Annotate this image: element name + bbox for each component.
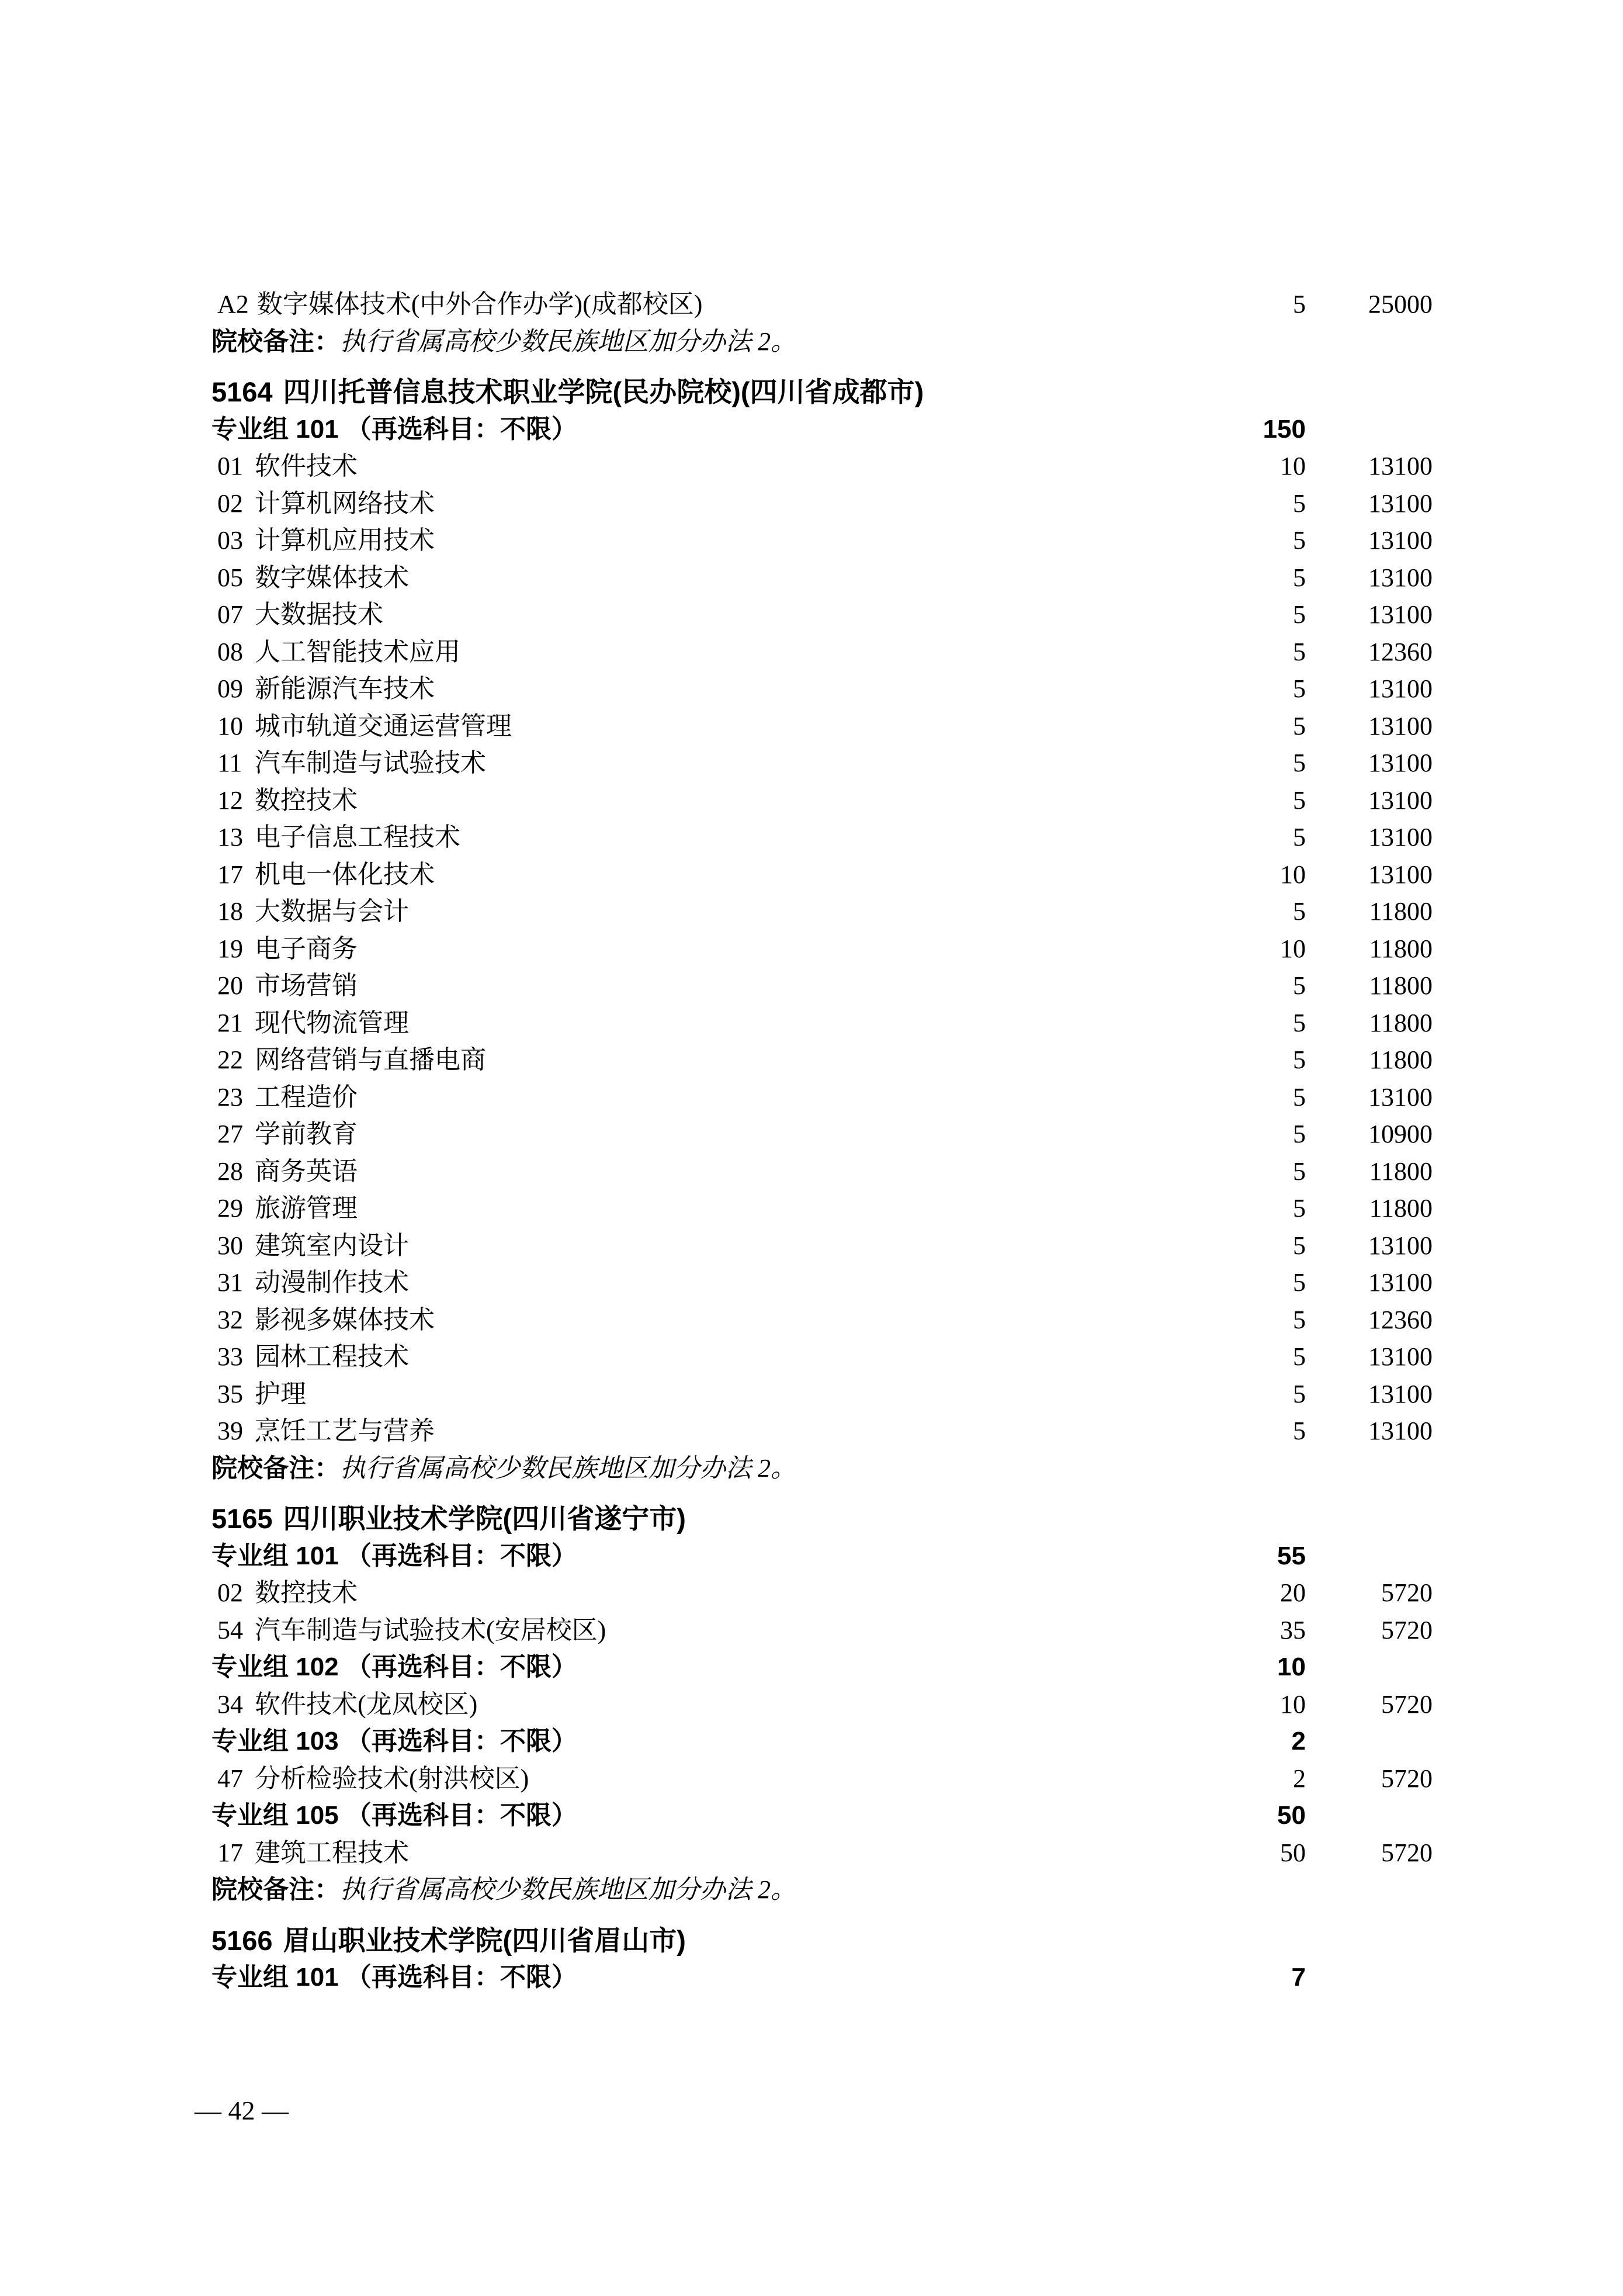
group-label: 专业组 105 （再选科目：不限） — [211, 1801, 577, 1830]
tuition-fee: 13100 — [1368, 749, 1433, 777]
remark-row — [0, 1450, 1623, 1487]
tuition-fee: 12360 — [1368, 637, 1433, 666]
program-row — [0, 485, 1623, 522]
program-name: 建筑室内设计 — [255, 1231, 409, 1260]
tuition-fee: 11800 — [1369, 1156, 1433, 1186]
plan-count: 10 — [1280, 860, 1306, 889]
school-name: 四川职业技术学院(四川省遂宁市) — [283, 1503, 686, 1534]
plan-count: 10 — [1280, 452, 1306, 480]
tuition-fee: 13100 — [1368, 674, 1433, 703]
plan-count: 5 — [1293, 897, 1306, 926]
tuition-fee: 10900 — [1368, 1120, 1433, 1148]
program-name: 数字媒体技术(中外合作办学)(成都校区) — [256, 290, 703, 318]
tuition-fee: 13100 — [1368, 785, 1433, 815]
program-code: 33 — [217, 1342, 243, 1371]
school-row — [0, 373, 1623, 411]
program-name: 新能源汽车技术 — [255, 674, 435, 703]
program-code: 18 — [217, 897, 243, 926]
tuition-fee: 5720 — [1381, 1838, 1433, 1867]
group-row — [0, 1723, 1623, 1760]
program-row — [0, 448, 1623, 485]
program-code: 39 — [217, 1417, 243, 1445]
group-plan-count: 2 — [1291, 1727, 1306, 1755]
program-code: 17 — [217, 860, 243, 889]
program-name: 计算机应用技术 — [255, 526, 435, 555]
program-name: 动漫制作技术 — [255, 1268, 409, 1297]
program-row — [0, 633, 1623, 671]
tuition-fee: 13100 — [1368, 600, 1433, 629]
group-label: 专业组 101 （再选科目：不限） — [211, 414, 577, 444]
tuition-fee: 11800 — [1369, 897, 1433, 926]
program-row — [0, 1005, 1623, 1042]
plan-count: 10 — [1280, 934, 1306, 963]
tuition-fee: 11800 — [1369, 1194, 1433, 1223]
plan-count: 5 — [1293, 674, 1306, 703]
program-name: 工程造价 — [255, 1082, 358, 1111]
school-code: 5166 — [211, 1924, 273, 1956]
group-plan-count: 10 — [1277, 1653, 1306, 1681]
program-name: 数控技术 — [255, 785, 358, 815]
plan-count: 5 — [1293, 1268, 1306, 1297]
plan-count: 5 — [1293, 1045, 1306, 1074]
plan-count: 5 — [1293, 749, 1306, 777]
program-row — [0, 819, 1623, 856]
program-name: 数字媒体技术 — [255, 563, 409, 592]
plan-count: 5 — [1293, 1156, 1306, 1186]
program-code: 30 — [217, 1231, 243, 1260]
tuition-fee: 5720 — [1381, 1689, 1433, 1719]
program-code: 34 — [217, 1689, 243, 1719]
plan-count: 10 — [1280, 1689, 1306, 1719]
remark-row — [0, 323, 1623, 361]
group-label: 专业组 101 （再选科目：不限） — [211, 1541, 577, 1570]
plan-count: 5 — [1293, 711, 1306, 740]
program-code: 07 — [217, 600, 243, 629]
plan-count: 50 — [1280, 1838, 1306, 1867]
program-row — [0, 1686, 1623, 1723]
program-code: 47 — [217, 1764, 243, 1793]
program-row — [0, 1079, 1623, 1116]
program-name: 影视多媒体技术 — [255, 1305, 435, 1334]
program-row — [0, 1264, 1623, 1301]
tuition-fee: 25000 — [1368, 290, 1433, 318]
program-name: 分析检验技术(射洪校区) — [255, 1764, 529, 1793]
program-name: 人工智能技术应用 — [255, 637, 460, 666]
program-code: 13 — [217, 823, 243, 851]
plan-count: 5 — [1293, 1379, 1306, 1408]
plan-count: 5 — [1293, 1082, 1306, 1111]
tuition-fee: 11800 — [1369, 934, 1433, 963]
tuition-fee: 5720 — [1381, 1615, 1433, 1644]
program-name: 园林工程技术 — [255, 1342, 409, 1371]
program-code: 03 — [217, 526, 243, 555]
program-row — [0, 596, 1623, 633]
program-name: 现代物流管理 — [255, 1008, 409, 1037]
program-name: 计算机网络技术 — [255, 489, 435, 518]
program-row — [0, 522, 1623, 559]
plan-count: 5 — [1293, 1342, 1306, 1371]
plan-count: 5 — [1293, 1305, 1306, 1334]
tuition-fee: 11800 — [1369, 1008, 1433, 1037]
program-name: 软件技术(龙凤校区) — [255, 1689, 478, 1719]
group-plan-count: 150 — [1263, 414, 1306, 444]
plan-count: 20 — [1280, 1578, 1306, 1607]
program-name: 大数据技术 — [255, 600, 383, 629]
school-name: 眉山职业技术学院(四川省眉山市) — [283, 1924, 686, 1956]
program-code: 01 — [217, 452, 243, 480]
program-code: 08 — [217, 637, 243, 666]
program-code: 21 — [217, 1008, 243, 1037]
program-row — [0, 1412, 1623, 1450]
tuition-fee: 13100 — [1368, 489, 1433, 518]
tuition-fee: 13100 — [1368, 860, 1433, 889]
program-code: 29 — [217, 1194, 243, 1223]
program-code: 32 — [217, 1305, 243, 1334]
admission-plan-table — [0, 286, 1623, 1996]
tuition-fee: 13100 — [1368, 563, 1433, 592]
tuition-fee: 13100 — [1368, 1268, 1433, 1297]
page-number: — 42 — — [195, 2096, 289, 2125]
tuition-fee: 12360 — [1368, 1305, 1433, 1334]
program-code: 10 — [217, 711, 243, 740]
plan-count: 5 — [1293, 1194, 1306, 1223]
program-row — [0, 1116, 1623, 1153]
program-name: 网络营销与直播电商 — [255, 1045, 486, 1074]
program-name: 建筑工程技术 — [255, 1838, 409, 1867]
tuition-fee: 5720 — [1381, 1764, 1433, 1793]
page-footer — [195, 2095, 289, 2126]
group-plan-count: 7 — [1291, 1963, 1306, 1992]
plan-count: 5 — [1293, 290, 1306, 318]
tuition-fee: 13100 — [1368, 1082, 1433, 1111]
program-name: 大数据与会计 — [255, 897, 409, 926]
group-plan-count: 55 — [1277, 1541, 1306, 1570]
group-row — [0, 1797, 1623, 1834]
group-plan-count: 50 — [1277, 1801, 1306, 1830]
plan-count: 5 — [1293, 785, 1306, 815]
school-name: 四川托普信息技术职业学院(民办院校)(四川省成都市) — [283, 376, 924, 407]
group-label: 专业组 101 （再选科目：不限） — [211, 1963, 577, 1992]
remark-text: 执行省属高校少数民族地区加分办法 2。 — [340, 1453, 796, 1483]
tuition-fee: 13100 — [1368, 452, 1433, 480]
remark-label: 院校备注： — [211, 1875, 340, 1904]
program-code: 02 — [217, 489, 243, 518]
plan-count: 5 — [1293, 1008, 1306, 1037]
plan-count: 5 — [1293, 823, 1306, 851]
tuition-fee: 13100 — [1368, 1417, 1433, 1445]
program-code: 02 — [217, 1578, 243, 1607]
program-code: 28 — [217, 1156, 243, 1186]
program-code: 54 — [217, 1615, 243, 1644]
tuition-fee: 13100 — [1368, 526, 1433, 555]
plan-count: 5 — [1293, 600, 1306, 629]
school-code: 5164 — [211, 376, 273, 407]
program-code: 05 — [217, 563, 243, 592]
plan-count: 5 — [1293, 489, 1306, 518]
remark-text: 执行省属高校少数民族地区加分办法 2。 — [340, 327, 796, 356]
program-code: 23 — [217, 1082, 243, 1111]
program-row — [0, 670, 1623, 708]
program-row — [0, 1338, 1623, 1376]
tuition-fee: 13100 — [1368, 823, 1433, 851]
program-name: 城市轨道交通运营管理 — [255, 711, 512, 740]
program-name: 汽车制造与试验技术(安居校区) — [255, 1615, 606, 1644]
group-label: 专业组 103 （再选科目：不限） — [211, 1727, 577, 1755]
tuition-fee: 13100 — [1368, 711, 1433, 740]
program-code: A2 — [217, 290, 249, 318]
plan-count: 35 — [1280, 1615, 1306, 1644]
plan-count: 5 — [1293, 637, 1306, 666]
program-row — [0, 893, 1623, 930]
program-code: 09 — [217, 674, 243, 703]
plan-count: 5 — [1293, 526, 1306, 555]
program-name: 烹饪工艺与营养 — [255, 1417, 435, 1445]
tuition-fee: 13100 — [1368, 1342, 1433, 1371]
plan-count: 5 — [1293, 1120, 1306, 1148]
program-name: 学前教育 — [255, 1120, 358, 1148]
plan-count: 5 — [1293, 563, 1306, 592]
program-row — [0, 1227, 1623, 1265]
program-row — [0, 782, 1623, 819]
school-code: 5165 — [211, 1503, 273, 1534]
group-row — [0, 1649, 1623, 1686]
program-row — [0, 856, 1623, 894]
tuition-fee: 13100 — [1368, 1379, 1433, 1408]
program-name: 机电一体化技术 — [255, 860, 435, 889]
program-row — [0, 559, 1623, 597]
tuition-fee: 11800 — [1369, 1045, 1433, 1074]
program-code: 12 — [217, 785, 243, 815]
group-row — [0, 1537, 1623, 1575]
school-row — [0, 1500, 1623, 1537]
remark-label: 院校备注： — [211, 1453, 340, 1483]
program-row — [0, 1153, 1623, 1190]
program-row — [0, 930, 1623, 968]
program-row — [0, 1834, 1623, 1872]
program-row — [0, 1376, 1623, 1413]
program-row — [0, 1301, 1623, 1339]
tuition-fee: 11800 — [1369, 971, 1433, 1000]
program-code: 11 — [217, 749, 242, 777]
plan-count: 5 — [1293, 1417, 1306, 1445]
program-name: 旅游管理 — [255, 1194, 358, 1223]
plan-count: 5 — [1293, 971, 1306, 1000]
program-name: 数控技术 — [255, 1578, 358, 1607]
program-row — [0, 1190, 1623, 1227]
program-code: 27 — [217, 1120, 243, 1148]
program-row — [0, 1612, 1623, 1649]
school-row — [0, 1922, 1623, 1959]
program-row — [0, 1041, 1623, 1079]
program-name: 电子商务 — [255, 934, 358, 963]
group-row — [0, 411, 1623, 448]
program-code: 35 — [217, 1379, 243, 1408]
program-name: 电子信息工程技术 — [255, 823, 460, 851]
tuition-fee: 5720 — [1381, 1578, 1433, 1607]
tuition-fee: 13100 — [1368, 1231, 1433, 1260]
group-label: 专业组 102 （再选科目：不限） — [211, 1653, 577, 1681]
program-row — [0, 967, 1623, 1005]
program-code: 19 — [217, 934, 243, 963]
program-name: 汽车制造与试验技术 — [255, 749, 486, 777]
remark-text: 执行省属高校少数民族地区加分办法 2。 — [340, 1875, 796, 1904]
plan-count: 2 — [1293, 1764, 1306, 1793]
program-name: 商务英语 — [255, 1156, 358, 1186]
program-code: 31 — [217, 1268, 243, 1297]
program-code: 20 — [217, 971, 243, 1000]
program-name: 软件技术 — [255, 452, 358, 480]
program-name: 护理 — [255, 1379, 306, 1408]
program-code: 22 — [217, 1045, 243, 1074]
remark-row — [0, 1871, 1623, 1909]
program-row — [0, 1760, 1623, 1798]
group-row — [0, 1959, 1623, 1996]
program-row — [0, 744, 1623, 782]
program-row — [0, 1574, 1623, 1612]
program-name: 市场营销 — [255, 971, 358, 1000]
program-code: 17 — [217, 1838, 243, 1867]
plan-count: 5 — [1293, 1231, 1306, 1260]
program-row — [0, 708, 1623, 745]
program-row — [0, 286, 1623, 323]
remark-label: 院校备注： — [211, 327, 340, 356]
